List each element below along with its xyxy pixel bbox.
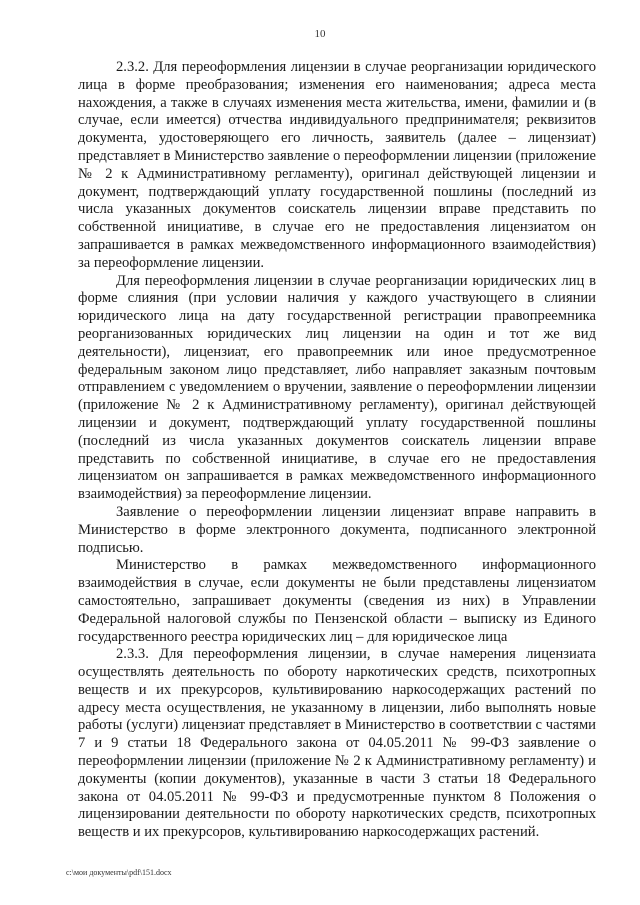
paragraph-interagency-request: Министерство в рамках межведомственного информационного взаимодействия в случае, если документы не были представлены лицензиатом самостоятельно, запрашивает документы (сведения из них) в Управлении Федеральной налоговой службы по Пензенской области – выписку из Единого государственного реестра юридических лиц – для юридическое лица xyxy=(78,557,596,645)
paragraph-2-3-2: 2.3.2. Для переоформления лицензии в случае реорганизации юридического лица в форме преобразования; изменения его наименования; адреса места нахождения, а также в случаях изменения места жительства, имени, фамилии и (в случае, если имеется) отчества индивидуального предпринимателя; реквизитов документа, удостоверяющего его личность, заявитель (далее – лицензиат) представляет в Министерство заявление о переоформлении лицензии (приложение № 2 к Административному регламенту), оригинал действующей лицензии и документ, подтверждающий уплату государственной пошлины (последний из числа указанных документов соискатель лицензии вправе представить по собственной инициативе, в случае его не предоставления лицензиатом он запрашивается в рамках межведомственного информационного взаимодействия) за переоформление лицензии. xyxy=(78,59,596,271)
paragraph-electronic-application: Заявление о переоформлении лицензии лицензиат вправе направить в Министерство в форме электронного документа, подписанного электронной подписью. xyxy=(78,503,596,556)
paragraph-merger: Для переоформления лицензии в случае реорганизации юридических лиц в форме слияния (при условии наличия у каждого участвующего в слиянии юридического лица на дату государственной регистрации правопреемника реорганизованных юридических лиц лицензии на один и тот же вид деятельности), лицензиат, его правопреемник или иное предусмотренное федеральным законом лицо представляет, либо направляет заказным почтовым отправлением с уведомлением о вручении, заявление о переоформлении лицензии (приложение № 2 к Административному регламенту), оригинал действующей лицензии и документ, подтверждающий уплату государственной пошлины (последний из числа указанных документов соискатель лицензии вправе представить по собственной инициативе, в случае его не предоставления лицензиатом он запрашивается в рамках межведомственного информационного взаимодействия) за переоформление лицензии. xyxy=(78,272,596,503)
paragraph-2-3-3: 2.3.3. Для переоформления лицензии, в случае намерения лицензиата осуществлять деятельность по обороту наркотических средств, психотропных веществ и их прекурсоров, культивированию наркосодержащих растений по адресу места осуществления, не указанному в лицензии, либо выполнять новые работы (услуги) лицензиат представляет в Министерство в соответствии с частями 7 и 9 статьи 18 Федерального закона от 04.05.2011 № 99-ФЗ заявление о переоформлении лицензии (приложение № 2 к Административному регламенту) и документы (копии документов), указанные в части 3 статьи 18 Федерального закона от 04.05.2011 № 99-ФЗ и предусмотренные пунктом 8 Положения о лицензировании деятельности по обороту наркотических средств, психотропных веществ и их прекурсоров, культивированию наркосодержащих растений. xyxy=(78,646,596,841)
page-number: 10 xyxy=(314,28,326,40)
document-body xyxy=(78,59,596,842)
file-path-footer: c:\мои документы\pdf\151.docx xyxy=(66,868,172,877)
